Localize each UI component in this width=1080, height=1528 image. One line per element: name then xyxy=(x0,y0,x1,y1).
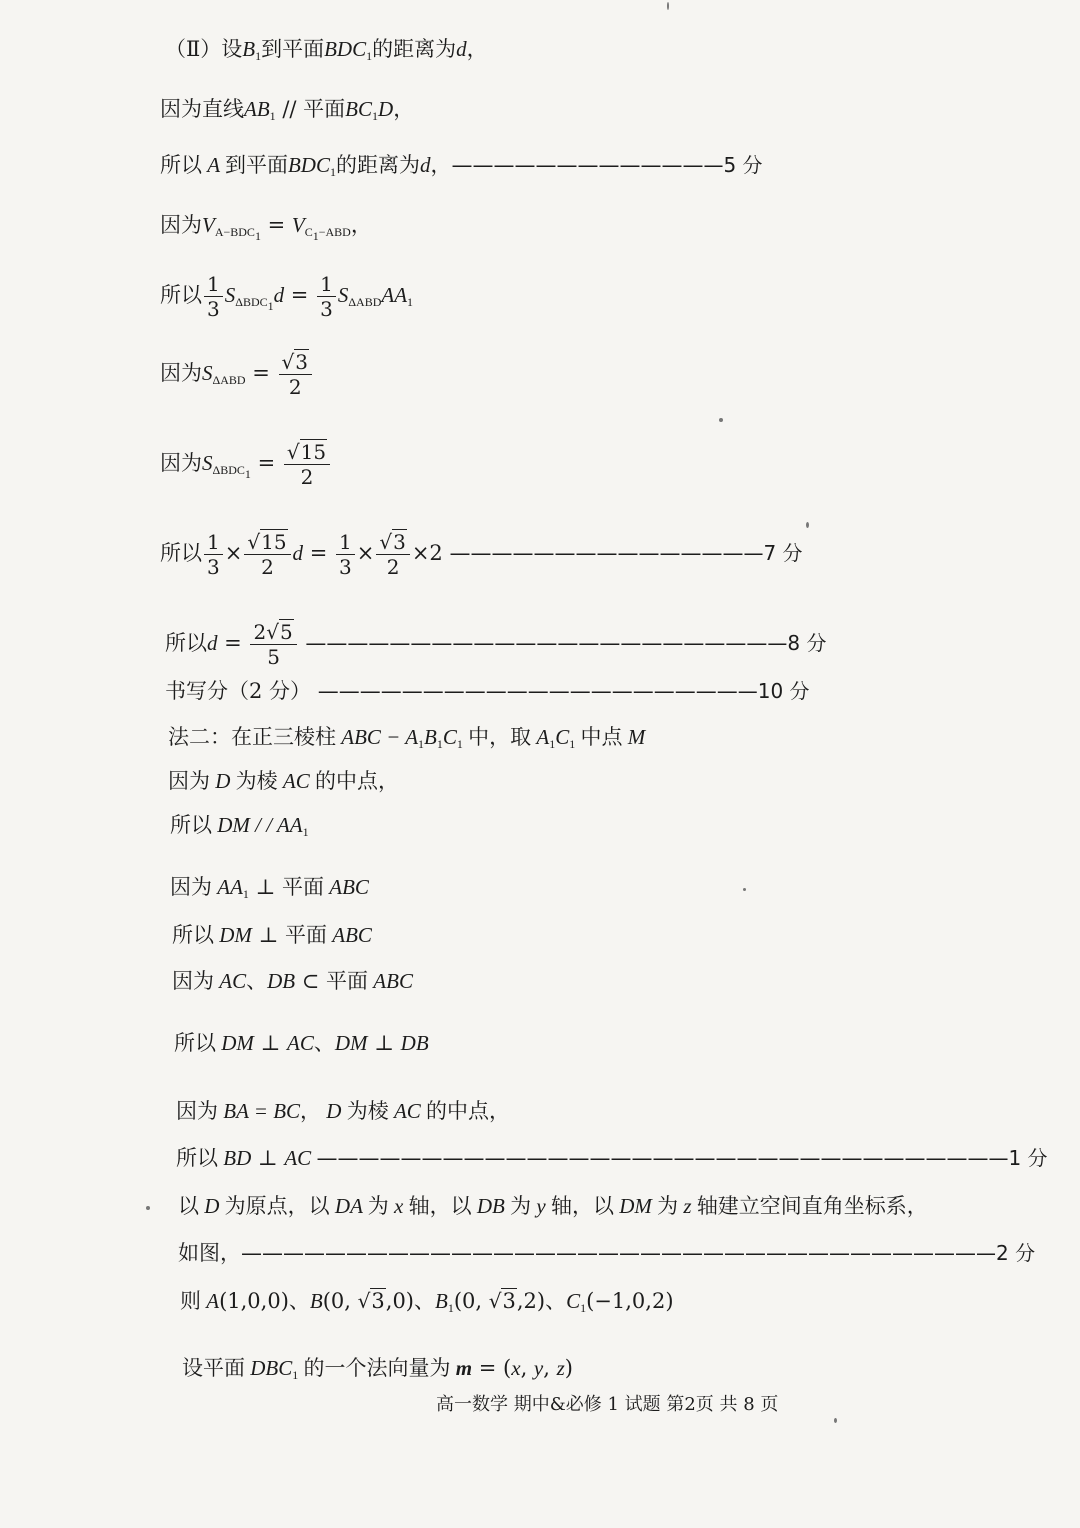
line-11: 法二：在正三棱柱 ABC − $A_1B_1C_1$ 中，取 $A_1C_1$ 中点 M xyxy=(168,725,646,751)
page-footer: 高一数学 期中&必修 1 试题 第2页 共 8 页 xyxy=(436,1394,779,1415)
line-14: 因为 $AA_1$ ⊥ 平面 ABC xyxy=(170,875,369,901)
score-1: —1 分 xyxy=(988,1146,1048,1170)
line-9: 所以d = $\frac{2√5}{5}$ ———————————————————————8 分 xyxy=(165,620,827,669)
scan-speck xyxy=(743,888,746,891)
line-13: 所以 DM / / $AA_1$ xyxy=(170,813,309,839)
scan-speck xyxy=(146,1206,150,1210)
scan-speck xyxy=(834,1418,837,1423)
line-21: 如图，————————————————————————————————————2 分 xyxy=(178,1241,1036,1265)
line-2: 因为直线$AB_1$ // 平面$BC_1D$， xyxy=(160,97,415,123)
scan-speck xyxy=(806,522,809,528)
line-15: 所以 DM ⊥ 平面 ABC xyxy=(172,923,372,947)
line-20: 以 D 为原点，以 DA 为 x 轴，以 DB 为 y 轴，以 DM 为 z 轴建立空间直角坐标系， xyxy=(178,1194,928,1218)
line-6: 因为$S_{\Delta ABD}$ = $\frac{√3}{2}$ xyxy=(160,350,314,399)
line-8: 所以 $\frac{1}{3}$ × $\frac{√15}{2}$ d = $\frac{1}{3}$ × $\frac{√3}{2}$ ×2 ———————————————7 分 xyxy=(160,530,803,579)
score-5: —5 分 xyxy=(703,153,763,177)
line-22: 则 A(1,0,0)、B(0, √3,0)、$B_1(0$, √3,2)、$C_1(-1,0,2)$ xyxy=(180,1289,674,1315)
line-4: 因为$V_{A-BDC_1} = V_{C_1-ABD}$， xyxy=(160,213,372,243)
score-10: —10 分 xyxy=(737,679,810,703)
line-1: （Ⅱ）设$B_1$到平面$BDC_1$的距离为d， xyxy=(165,37,488,63)
score-7: —7 分 xyxy=(743,541,803,565)
scan-speck xyxy=(719,418,723,422)
score-8: —8 分 xyxy=(767,631,827,655)
line-10: 书写分（2 分） —————————————————————10 分 xyxy=(165,679,810,703)
line-17: 所以 DM ⊥ AC、DM ⊥ DB xyxy=(174,1031,429,1055)
score-2: —2 分 xyxy=(976,1241,1036,1265)
line-16: 因为 AC、DB ⊂ 平面 ABC xyxy=(172,969,413,993)
line-3: 所以 A 到平面$BDC_1$的距离为d，—————————————5 分 xyxy=(160,153,763,179)
line-12: 因为 D 为棱 AC 的中点， xyxy=(168,769,400,793)
line-18: 因为 BA = BC， D 为棱 AC 的中点， xyxy=(176,1099,511,1123)
line-5: 所以 $\frac{1}{3}$ $S_{\Delta BDC_1}d$ = $\frac{1}{3}$ $S_{\Delta ABD}AA_1$ xyxy=(160,272,414,321)
line-7: 因为$S_{\Delta BDC_1}$ = $\frac{√15}{2}$ xyxy=(160,440,332,489)
scan-speck xyxy=(667,2,669,10)
line-23: 设平面 $DBC_1$ 的一个法向量为 m = (x, y, z) xyxy=(182,1356,573,1382)
line-19: 所以 BD ⊥ AC —————————————————————————————————1 分 xyxy=(176,1146,1048,1170)
